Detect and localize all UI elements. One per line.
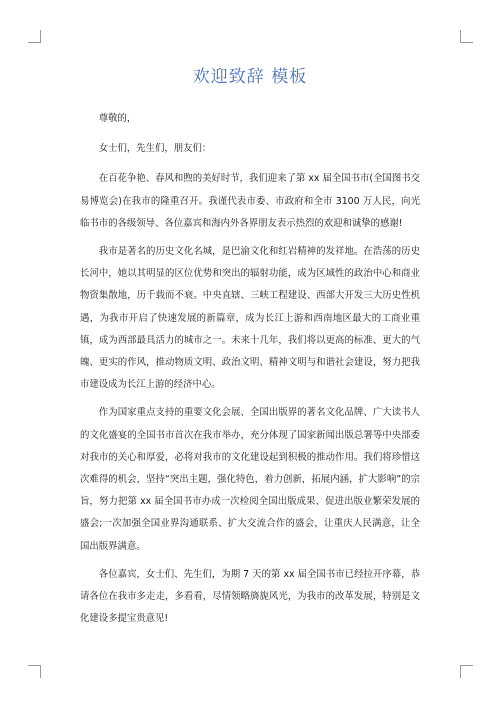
crop-mark-top-right [460,30,473,43]
document-title: 欢迎致辞 模板 [192,67,308,87]
paragraph-city-history: 我市是著名的历史文化名城，是巴渝文化和红岩精神的发祥地。在浩荡的历史长河中，她以其明显的区位优势和突出的辐射功能，成为区域性的政治中心和商业物资集散地，历千载而不衰。中央直辖、三峡工程建设、西部大开发三大历史性机遇，为我市开启了快速发展的新篇章，成为长江上游和西南地区最大的工商业重镇，成为西部最具活力的城市之一。未来十几年，我们将以更高的标准、更大的气魄、更实的作风，推动物质文明、政治文明、精神文明与和谐社会建设，努力把我市建设成为长江上游的经济中心。 [80,246,420,391]
salutation-guests: 女士们，先生们，朋友们： [98,143,212,155]
crop-mark-top-left [28,30,41,43]
crop-mark-bottom-right [460,665,473,678]
salutation-respected: 尊敬的， [98,113,137,124]
paragraph-book-fair: 作为国家重点支持的重要文化会展、全国出版界的著名文化品牌、广大读书人的文化盛宴的全国书市首次在我市举办，充分体现了国家新闻出版总署等中央部委对我市的关心和厚爱，必将对我市的文化建设起到积极的推动作用。我们将珍惜这次难得的机会，坚持“突出主题，强化特色，着力创新，拓展内涵，扩大影响”的宗旨，努力把第 xx 届全国书市办成一次检阅全国出版成果、促进出版业繁荣发展的盛会;一次加强全国业界沟通联系、扩大交流合作的盛会，让重庆人民满意，让全国出版界满意。 [80,407,420,552]
document-body [80,108,420,630]
paragraph-welcome: 在百花争艳、春风和煦的美好时节，我们迎来了第 xx 届全国书市(全国图书交易博览会)在我市的隆重召开。我谨代表市委、市政府和全市 3100 万人民，向光临书市的各级领导、各位嘉宾和海内外各界朋友表示热烈的欢迎和诚挚的感谢! [80,173,420,229]
crop-mark-bottom-left [28,665,41,678]
paragraph-closing: 各位嘉宾，女士们、先生们，为期 7 天的第 xx 届全国书市已经拉开序幕，恭请各位在我市多走走，多看看，尽情领略旖旎风光，为我市的改革发展，特别是文化建设多提宝贵意见! [80,568,420,625]
